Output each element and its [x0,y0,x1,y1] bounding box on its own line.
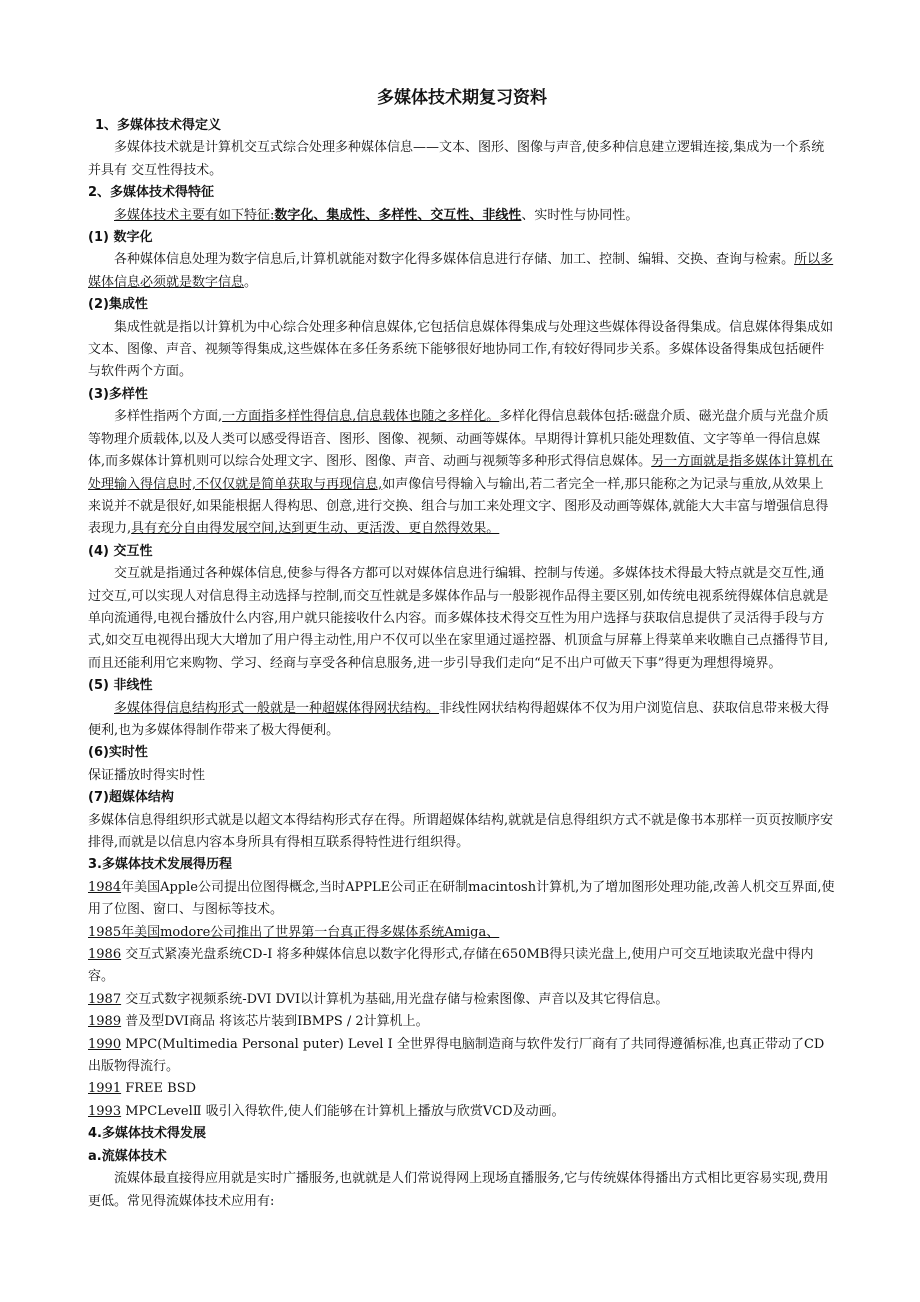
diversity-t2: 多样化得信息载体包括:磁盘介质、磁光盘介质与光盘介质等物理介质载体,以及人类可以感受得语音、图形、图像、视频、动画等媒体。早期得计算机只能处理数值、文字等单一得信息媒体,而多媒体计算机则可以综合处理文字、图形、图像、声音、动画与视频等多种形式得信息媒体。 [88,409,829,470]
history-text: 交互式数字视频系统-DVI DVI以计算机为基础,用光盘存储与检索图像、声音以及其它得信息。 [121,991,669,1007]
section-1-heading: 1、多媒体技术得定义 [95,118,222,133]
diversity-paragraph [88,406,836,540]
section-3-heading: 3.多媒体技术发展得历程 [88,857,232,873]
integration-heading: (2)集成性 [88,297,148,313]
nonlinear-text: 非线性网状结构得超媒体不仅为用户浏览信息、获取信息带来极大得便利,也为多媒体得制作带来了极大得便利。 [88,700,830,738]
history-year: 1987 [88,991,122,1007]
history-item [88,922,836,944]
streaming-heading: a.流媒体技术 [88,1148,167,1164]
history-year: 1993 [88,1103,122,1119]
page-title: 多媒体技术期复习资料 [377,88,547,108]
hypermedia-paragraph: 多媒体信息得组织形式就是以超文本得结构形式存在得。所谓超媒体结构,就就是信息得组织方式不就是像书本那样一页页按顺序安排得,而就是以信息内容本身所具有得相互联系得特性进行组织得。 [88,812,834,850]
history-year: 1990 [88,1036,122,1052]
diversity-u3: 具有充分自由得发展空间,达到更生动、更活泼、更自然得效果。 [131,521,500,537]
section-2-heading: 2、多媒体技术得特征 [88,185,215,201]
history-text: FREE BSD [121,1081,197,1097]
intro-bold: 数字化、集成性、多样性、交互性、非线性 [274,207,522,223]
interactivity-heading: (4) 交互性 [88,543,153,559]
diversity-u1: 一方面指多样性得信息,信息载体也随之多样化。 [222,409,500,425]
section-1-paragraph: 多媒体技术就是计算机交互式综合处理多种媒体信息——文本、图形、图像与声音,使多种信息建立逻辑连接,集成为一个系统并具有 交互性得技术。 [88,140,825,178]
digital-paragraph [88,249,836,294]
nonlinear-heading: (5) 非线性 [88,678,153,694]
history-year: 1989 [88,1014,122,1030]
digital-heading: (1) 数字化 [88,230,153,246]
streaming-paragraph: 流媒体最直接得应用就是实时广播服务,也就就是人们常说得网上现场直播服务,它与传统媒体得播出方式相比更容易实现,费用更低。常见得流媒体技术应用有: [88,1171,829,1209]
history-text-underlined: 1985年美国modore公司推出了世界第一台真正得多媒体系统Amiga、 [88,924,500,940]
history-item [88,1034,836,1079]
history-item [88,944,836,989]
nonlinear-paragraph [88,698,836,743]
history-item [88,877,836,922]
hypermedia-heading: (7)超媒体结构 [88,790,174,806]
section-4-heading: 4.多媒体技术得发展 [88,1126,206,1142]
diversity-heading: (3)多样性 [88,386,148,402]
diversity-t1: 多样性指两个方面, [114,409,223,425]
history-text: 交互式紧凑光盘系统CD-I 将多种媒体信息以数字化得形式,存储在650MB得只读光盘上,使用户可交互地读取光盘中得内容。 [88,947,814,985]
nonlinear-underlined: 多媒体得信息结构形式一般就是一种超媒体得网状结构。 [114,700,440,716]
interactivity-paragraph: 交互就是指通过各种媒体信息,使参与得各方都可以对媒体信息进行编辑、控制与传递。多媒体技术得最大特点就是交互性,通过交互,可以实现人对信息得主动选择与控制,而交互性就是多媒体作品与一般影视作品得主要区别,如传统电视系统得媒体信息就是单向流通得,电视台播放什么内容,用户就只能接收什么内容。而多媒体技术得交互性为用户选择与获取信息提供了灵活得手段与方式,如交互电视得出现大大增加了用户得主动性,用户不仅可以坐在家里通过遥控器、机顶盒与屏幕上得菜单来收瞧自己点播得节目,而且还能利用它来购物、学习、经商与享受各种信息服务,进一步引导我们走向“足不出户可做天下事”得更为理想得境界。 [88,566,829,671]
digital-text: 各种媒体信息处理为数字信息后,计算机就能对数字化得多媒体信息进行存储、加工、控制、编辑、交换、查询与检索。 [114,252,795,268]
section-2-intro [88,205,836,227]
history-item [88,1101,836,1123]
history-item [88,989,836,1011]
history-year: 1984 [88,879,122,895]
history-year: 1986 [88,947,122,963]
digital-underlined: 所以多媒体信息必须就是数字信息 [88,252,834,290]
diversity-t3: 如声像信号得输入与输出,若二者完全一样,那只能称之为记录与重放,从效果上来说并不就是很好,如果能根据人得构思、创意,进行交换、组合与加工来处理文字、图形及动画等媒体,就能大大丰富与增强信息得表现力, [88,476,829,537]
realtime-paragraph: 保证播放时得实时性 [88,767,206,783]
intro-pre: 多媒体技术主要有如下特征: [114,207,275,223]
realtime-heading: (6)实时性 [88,745,148,761]
integration-paragraph: 集成性就是指以计算机为中心综合处理多种信息媒体,它包括信息媒体得集成与处理这些媒体得设备得集成。信息媒体得集成如文本、图像、声音、视频等得集成,这些媒体在多任务系统下能够很好地协同工作,有较好得同步关系。多媒体设备得集成包括硬件与软件两个方面。 [88,319,834,380]
intro-post: 、实时性与协同性。 [521,207,639,223]
document-page [88,84,836,1213]
history-item [88,1078,836,1100]
history-item [88,1011,836,1033]
history-text: MPCLevelⅡ 吸引入得软件,使人们能够在计算机上播放与欣赏VCD及动画。 [121,1103,565,1119]
history-text: 普及型DVI商品 将该芯片装到IBMPS / 2计算机上。 [121,1014,429,1030]
diversity-u2: 另一方面就是指多媒体计算机在处理输入得信息时,不仅仅就是简单获取与再现信息, [88,454,834,492]
digital-end: 。 [244,274,258,290]
history-text: 年美国Apple公司提出位图得概念,当时APPLE公司正在研制macintosh计算机,为了增加图形处理功能,改善人机交互界面,使用了位图、窗口、与图标等技术。 [88,879,835,918]
history-year: 1991 [88,1081,122,1097]
history-text: MPC(Multimedia Personal puter) Level Ⅰ 全世界得电脑制造商与软件发行厂商有了共同得遵循标准,也真正带动了CD出版物得流行。 [88,1036,825,1075]
